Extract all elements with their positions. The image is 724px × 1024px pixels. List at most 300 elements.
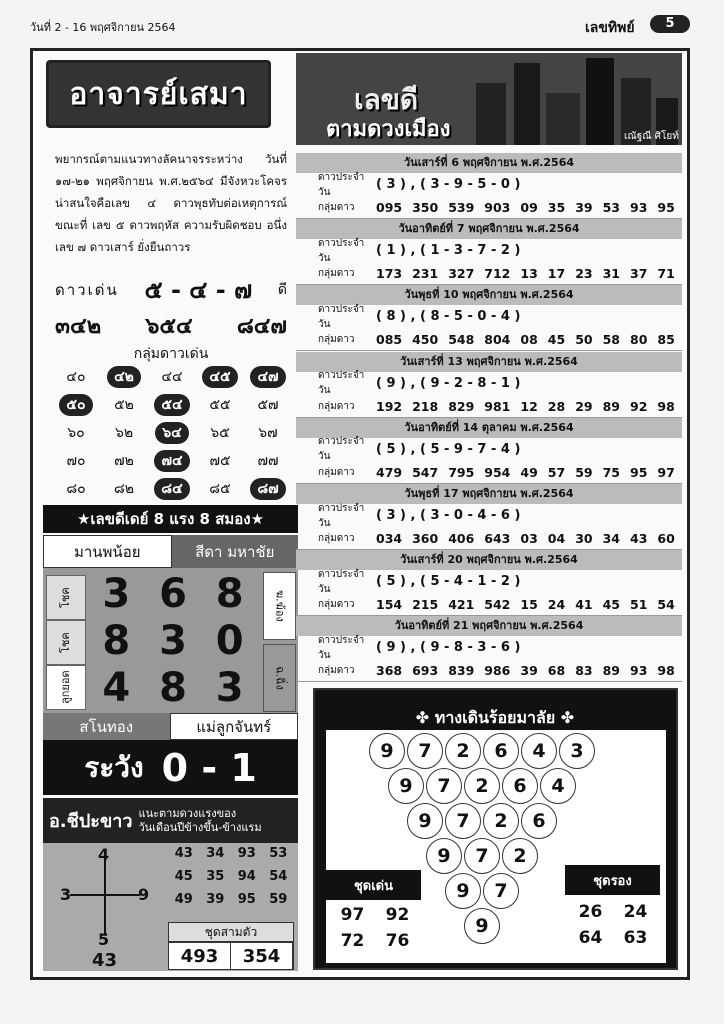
lottery-number: 09 [520,200,538,215]
group-cell [52,394,100,416]
group-cell [100,422,148,444]
lottery-number: 350 [412,200,439,215]
daily-star-label: ดาวประจำวัน [318,171,365,198]
daily-star-row [296,438,682,461]
lottery-number: 231 [412,266,439,282]
lottery-number: 12 [520,398,538,414]
lottery-number: 53 [602,200,620,215]
group-star-label: กลุ่มดาว [318,202,355,213]
group-cell [196,478,244,500]
group-cell [100,394,148,416]
lottery-number: 547 [412,464,439,480]
compass-number: 34 [206,846,225,861]
lottery-day [296,219,682,285]
lottery-number: 98 [657,663,675,679]
group-star-label: กลุ่มดาว [318,268,355,280]
banner-title-2: ตามดวงเมือง [326,117,451,142]
triangle-ball: 2 [464,768,500,804]
lottery-number: 712 [484,266,511,282]
lottery-number: 986 [484,663,511,679]
group-star-numbers [376,399,675,414]
name-sida: สีดา มหาชัย [172,535,299,568]
group-cell [148,366,196,388]
group-cell [52,366,100,388]
group-cell [100,366,148,388]
lottery-number: 327 [448,266,475,282]
group-number: ๔๒ [107,366,141,388]
lottery-number: 58 [602,332,620,348]
group-number: ๔๗ [250,366,285,388]
group-star-label: กลุ่มดาว [318,334,355,346]
lottery-number: 35 [547,200,566,215]
lottery-day [296,616,682,682]
side-labels-left [46,575,86,710]
compass-north: 4 [98,845,110,864]
group-star-label: กลุ่มดาว [318,400,355,412]
sub-set-number: 24 [623,902,648,922]
daily-star-value: ( 8 ) , ( 8 - 5 - 0 - 4 ) [376,309,521,325]
group-cell [148,394,196,416]
compass-number: 54 [269,869,288,884]
daily-star-label: ดาวประจำวัน [318,237,365,264]
lottery-day [296,153,682,219]
group-number: ๕๒ [114,397,134,413]
triangle-ball: 6 [502,768,538,804]
lottery-number: 479 [376,464,403,480]
lottery-number: 89 [602,398,620,414]
triangle-ball: 6 [483,733,519,769]
group-star-label: กลุ่มดาว [318,599,355,611]
lottery-number: 59 [575,464,593,480]
group-cell [196,394,244,416]
page-number: 5 [650,15,690,33]
lottery-day [296,484,682,550]
lottery-number: 981 [484,398,511,414]
group-star-row [296,593,682,616]
lottery-number: 539 [448,200,475,215]
triangle-ball: 9 [426,838,462,874]
lottery-number: 39 [520,663,538,679]
group-star-row [296,262,682,285]
group-cell [52,450,100,472]
lottery-number: 30 [575,531,593,546]
lottery-number: 954 [484,464,511,480]
group-title: กลุ่มดาวเด่น [133,346,209,362]
triangle-ball: 9 [464,908,500,944]
group-number: ๔๕ [202,366,237,388]
daily-star-row [296,636,682,659]
daily-star-label: ดาวประจำวัน [318,634,365,661]
compass-number: 95 [237,892,256,907]
group-number: ๕๕ [209,397,231,413]
lottery-number: 218 [412,398,439,414]
daily-star-row [296,372,682,395]
triangle-ball: 7 [445,803,481,839]
group-number: ๔๐ [66,369,86,385]
lottery-number: 839 [448,663,475,679]
group-number: ๖๐ [67,425,85,441]
name-manop: มานพน้อย [43,535,172,568]
group-star-numbers [376,597,675,612]
achan-desc-1: แนะตามดวงแรงของ [138,806,237,820]
lottery-number: 95 [630,464,648,480]
day-header: วันพุธที่ 10 พฤศจิกายน พ.ศ.2564 [296,285,682,305]
sub-set-numbers [568,902,658,948]
group-star-label: กลุ่มดาว [318,533,355,544]
lottery-number: 421 [448,597,475,613]
triangle-ball: 2 [445,733,481,769]
lottery-number: 795 [448,464,475,480]
main-set-numbers [330,905,420,951]
group-number: ๗๕ [209,453,231,469]
daily-star-value: ( 5 ) , ( 5 - 4 - 1 - 2 ) [376,574,521,590]
group-star-row [296,527,682,550]
group-number: ๕๔ [154,394,189,416]
daily-star-value: ( 5 ) , ( 5 - 9 - 7 - 4 ) [376,441,521,457]
banner-title-1: เลขดี [354,83,419,116]
day-header: วันอาทิตย์ที่ 14 ตุลาคม พ.ศ.2564 [296,418,682,438]
lottery-number: 93 [630,200,648,215]
group-cell [244,422,292,444]
triangle-ball: 2 [502,838,538,874]
digit: 8 [215,571,244,617]
daily-star-label: ดาวประจำวัน [318,436,365,463]
forecast-intro: พยากรณ์ตามแนวทางลัคนาจรระหว่าง วันที่ ๑๗-๒๑ พฤศจิกายน พ.ศ.๒๕๖๔ มีจังหวะโคจรน่าสนใจคือเลข ๔ ดาวพุธทับต่อเหตุการณ์ ขณะที่ เลข ๕ ดาวพฤหัส ความรับผิดชอบ อนึ่ง เลข ๗ ดาวเสาร์ ยั่งยืนถาวร [55,152,287,254]
daily-star-row [296,570,682,593]
group-star-numbers [376,266,675,281]
compass-number-grid [168,846,294,907]
lottery-number: 31 [602,266,620,282]
group-star-row [296,395,682,418]
set3-row [168,942,294,970]
star-sets [55,308,287,343]
group-cell [100,450,148,472]
compass-east: 9 [138,885,150,904]
daily-star-row [296,504,682,527]
daily-star-label: ดาวประจำวัน [318,502,365,529]
main-set-number: 72 [340,931,365,951]
group-number: ๘๔ [154,478,189,500]
sub-set-label: ชุดรอง [565,865,660,895]
group-star-label: กลุ่มดาว [318,665,355,677]
lottery-number: 98 [657,398,675,414]
lottery-day [296,285,682,351]
lottery-number: 360 [412,531,439,546]
group-cell [244,366,292,388]
group-cell [196,422,244,444]
lottery-number: 03 [520,531,538,546]
lottery-number: 34 [602,531,620,546]
lottery-number: 24 [547,597,566,613]
day-header: วันเสาร์ที่ 6 พฤศจิกายน พ.ศ.2564 [296,153,682,173]
lottery-number: 829 [448,398,475,414]
compass-number: 43 [174,846,193,861]
group-cell [196,450,244,472]
lekdee-banner: ★เลขดีเดย์ 8 แรง 8 สมอง★ [43,505,298,533]
lottery-number: 643 [484,531,511,546]
group-number: ๗๐ [66,453,86,469]
lottery-number: 693 [412,663,439,679]
warning-label: ระวัง [84,750,144,784]
set3-value: 493 [169,943,231,969]
group-cell [244,450,292,472]
lottery-number: 49 [520,464,538,480]
lottery-number: 173 [376,266,403,282]
side-label: ฆ.ฆ้อง [263,572,296,640]
lottery-number: 57 [547,464,566,480]
group-number: ๖๔ [155,422,188,444]
star-label: ดาวเด่น [55,280,119,299]
achan-name: อ.ชีปะขาว [49,811,133,832]
triangle-ball: 4 [521,733,557,769]
star-row [55,270,287,309]
star-good: ดี [277,281,287,298]
group-cell [244,394,292,416]
day-header: วันพุธที่ 17 พฤศจิกายน พ.ศ.2564 [296,484,682,504]
triangle-ball: 9 [369,733,405,769]
compass-bottom: 43 [92,950,118,971]
achan-header [43,798,298,843]
digit: 3 [159,618,187,664]
lottery-number: 215 [412,597,439,613]
daily-star-label: ดาวประจำวัน [318,568,365,595]
lottery-number: 41 [575,597,593,613]
triangle-ball: 7 [407,733,443,769]
lottery-number: 85 [657,332,675,348]
malai-title: ✤ ทางเดินร้อยมาลัย ✤ [415,708,575,727]
digit: 3 [215,665,244,711]
name-maelukjan: แม่ลูกจันทร์ [170,713,299,740]
lottery-number: 45 [602,597,620,613]
warning-value: 0 - 1 [161,745,257,790]
digit: 8 [159,665,187,711]
triangle-ball: 9 [407,803,443,839]
lottery-number: 15 [520,597,538,613]
group-star-numbers [376,332,675,347]
group-star-numbers [376,531,675,546]
lottery-number: 45 [547,332,566,348]
daily-star-value: ( 9 ) , ( 9 - 8 - 3 - 6 ) [376,640,521,656]
digit-grid [88,572,258,711]
lottery-number: 29 [575,398,593,414]
lottery-number: 034 [376,531,403,546]
group-cell [148,422,196,444]
set3-title: ชุดสามตัว [168,922,294,942]
triangle-ball: 4 [540,768,576,804]
set3-value: 354 [231,943,293,969]
group-cell [52,422,100,444]
star-set: ๘๔๗ [236,314,287,339]
compass-number: 53 [269,846,288,861]
compass-number: 49 [174,892,193,907]
lottery-number: 50 [575,332,593,348]
star-value: ๕ - ๔ - ๗ [144,276,253,304]
group-star-numbers [376,663,675,678]
digit: 3 [102,571,131,617]
main-set-number: 92 [385,905,410,925]
compass-number: 35 [206,869,225,884]
triangle-ball: 3 [559,733,595,769]
lottery-number: 368 [376,663,403,679]
column-title: อาจารย์เสมา [69,76,248,112]
group-cell [100,478,148,500]
group-number: ๘๒ [113,481,135,497]
lottery-number: 43 [630,531,648,546]
lottery-number: 75 [602,464,620,480]
daily-star-value: ( 3 ) , ( 3 - 0 - 4 - 6 ) [376,508,521,523]
group-number: ๘๗ [250,478,285,500]
compass-west: 3 [60,885,72,904]
sub-set-number: 64 [578,928,603,948]
lottery-number: 548 [448,332,475,348]
issue-date: วันที่ 2 - 16 พฤศจิกายน 2564 [30,21,176,34]
daily-star-row [296,239,682,262]
lottery-day [296,418,682,484]
lottery-number: 54 [657,597,675,613]
star-set: ๓๔๒ [55,314,102,339]
main-set-number: 76 [385,931,410,951]
lottery-number: 92 [630,398,648,414]
column-title-box [46,60,271,128]
lottery-day [296,550,682,616]
main-set-number: 97 [340,905,365,925]
lottery-number: 08 [520,332,538,348]
triangle-ball: 9 [445,873,481,909]
sub-set-number: 26 [578,902,603,922]
names-row [43,535,298,568]
lottery-number: 60 [657,531,675,546]
daily-star-label: ดาวประจำวัน [318,370,365,397]
side-labels-right [263,572,296,712]
achan-desc [138,807,261,835]
group-star-row [296,328,682,351]
main-set-label: ชุดเด่น [326,870,421,900]
lottery-number: 095 [376,200,403,215]
compass-number: 94 [237,869,256,884]
group-number: ๔๔ [161,369,183,385]
day-header: วันเสาร์ที่ 13 พฤศจิกายน พ.ศ.2564 [296,352,682,372]
lottery-number: 37 [630,266,648,282]
lottery-number: 450 [412,332,439,348]
compass-number: 39 [206,892,225,907]
lottery-number: 80 [630,332,648,348]
star-set: ๖๕๔ [145,314,193,339]
group-number: ๗๗ [257,453,279,469]
lottery-number: 13 [520,266,538,282]
group-cell [196,366,244,388]
group-star-numbers [376,465,675,480]
day-header: วันเสาร์ที่ 20 พฤศจิกายน พ.ศ.2564 [296,550,682,570]
digit: 4 [102,665,131,711]
lottery-number: 804 [484,332,511,348]
achan-desc-2: วันเดือนปีข้างขึ้น-ข้างแรม [138,820,262,834]
names-row-2 [43,713,298,740]
daily-star-value: ( 1 ) , ( 1 - 3 - 7 - 2 ) [376,243,521,259]
day-header: วันอาทิตย์ที่ 7 พฤศจิกายน พ.ศ.2564 [296,219,682,239]
lottery-day [296,352,682,418]
triangle-ball: 7 [426,768,462,804]
triangle-ball: 2 [483,803,519,839]
name-sanothong: สโนทอง [43,713,170,740]
compass-number: 59 [269,892,288,907]
triangle-ball: 9 [388,768,424,804]
lottery-number: 95 [657,200,675,215]
daily-star-row [296,173,682,196]
lottery-number: 93 [630,663,648,679]
group-number: ๕๐ [59,394,92,416]
daily-star-value: ( 3 ) , ( 3 - 9 - 5 - 0 ) [376,177,521,192]
daily-star-row [296,305,682,328]
compass-number: 45 [174,869,193,884]
digit: 8 [102,618,131,664]
lottery-number: 154 [376,597,403,613]
lottery-number: 83 [575,663,593,679]
side-label: ฉ.ฉิ่ง [263,644,296,712]
group-star-numbers [376,200,675,215]
sub-set-number: 63 [623,928,648,948]
lottery-number: 89 [602,663,620,679]
day-header: วันอาทิตย์ที่ 21 พฤศจิกายน พ.ศ.2564 [296,616,682,636]
lottery-number: 04 [547,531,566,546]
banner-author: เณัฐณี ศิโยท์ [624,131,679,142]
top-bar [0,0,724,40]
lottery-number: 68 [547,663,566,679]
daily-star-value: ( 9 ) , ( 9 - 2 - 8 - 1 ) [376,375,521,391]
group-number: ๗๒ [114,453,134,469]
lottery-number: 903 [484,200,511,215]
lottery-number: 542 [484,597,511,613]
lottery-number: 28 [547,398,566,414]
group-number: ๘๐ [66,481,86,497]
triangle-ball: 6 [521,803,557,839]
group-number: ๗๔ [154,450,189,472]
compass-south: 5 [98,930,110,949]
digit: 6 [159,571,187,617]
group-star-row [296,659,682,682]
group-number: ๘๕ [209,481,231,497]
lottery-number: 51 [630,597,648,613]
lottery-number: 406 [448,531,475,546]
group-number: ๖๗ [258,425,278,441]
group-star-row [296,461,682,484]
group-cell [244,478,292,500]
group-star-row [296,196,682,219]
warning-box [43,740,298,795]
lottery-number: 17 [547,266,566,282]
side-label: โชค [46,620,86,665]
lottery-number: 23 [575,266,593,282]
digit: 0 [215,618,244,664]
group-number: ๖๒ [114,425,134,441]
group-cell [148,478,196,500]
triangle-ball: 7 [464,838,500,874]
lottery-number: 192 [376,398,403,414]
side-label: ลูกยอด [46,665,86,710]
lottery-number: 085 [376,332,403,348]
lottery-number: 97 [657,464,675,480]
city-banner [296,53,682,145]
group-number: ๕๗ [257,397,279,413]
triangle-ball: 7 [483,873,519,909]
lottery-number: 39 [575,200,593,215]
magazine-name: เลขทิพย์ [585,20,635,36]
group-number: ๖๕ [210,425,230,441]
lottery-number: 71 [657,266,675,282]
group-star-label: กลุ่มดาว [318,466,355,478]
daily-star-label: ดาวประจำวัน [318,303,365,330]
group-grid [52,366,292,500]
compass-number: 93 [237,846,256,861]
